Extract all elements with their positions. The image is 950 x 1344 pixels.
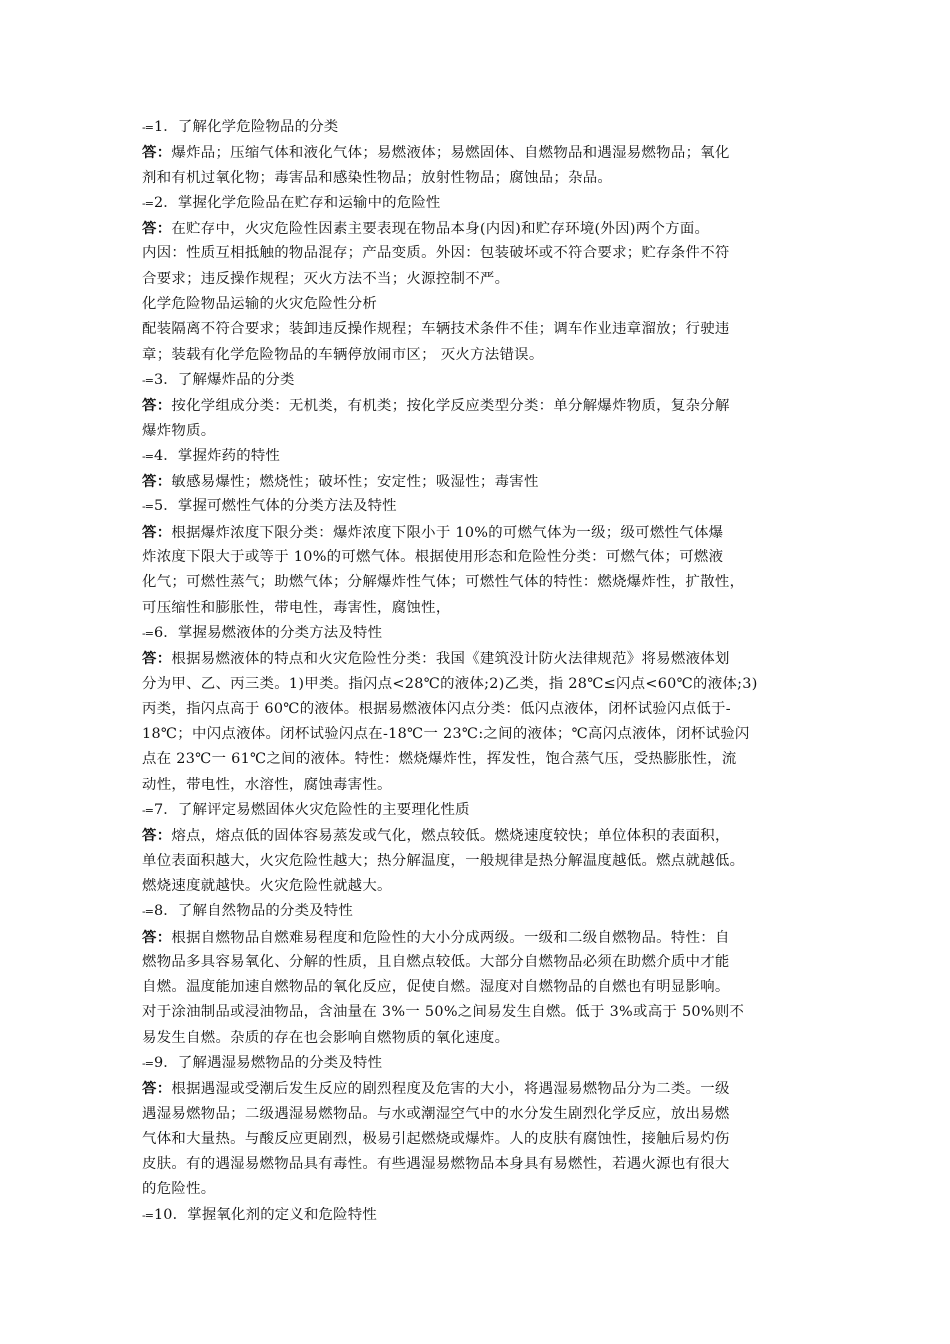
list-marker: -= bbox=[142, 196, 153, 210]
answer-label: 答： bbox=[142, 1080, 172, 1098]
paragraph-line: 遇湿易燃物品；二级遇湿易燃物品。与水或潮湿空气中的水分发生剧烈化学反应，放出易燃 bbox=[142, 1105, 730, 1122]
question-text: 7．了解评定易燃固体火灾危险性的主要理化性质 bbox=[153, 802, 470, 819]
paragraph-line: 点在 23℃一 61℃之间的液体。特性：燃烧爆炸性，挥发性，饱合蒸气压，受热膨胀性，流 bbox=[142, 751, 737, 768]
answer-text: 爆炸品；压缩气体和液化气体；易燃液体；易燃固体、自燃物品和遇湿易燃物品；氧化 bbox=[171, 145, 730, 162]
answer-text: 按化学组成分类：无机类，有机类；按化学反应类型分类：单分解爆炸物质，复杂分解 bbox=[171, 398, 730, 415]
answer-label: 答： bbox=[142, 928, 172, 946]
list-marker: -= bbox=[142, 121, 153, 134]
paragraph-line: 爆炸物质。 bbox=[142, 422, 216, 439]
paragraph-line: 气体和大量热。与酸反应更剧烈，极易引起燃烧或爆炸。人的皮肤有腐蚀性，接触后易灼伤 bbox=[142, 1130, 730, 1147]
paragraph-line: 炸浓度下限大于或等于 10%的可燃气体。根据使用形态和危险性分类：可燃气体；可燃液 bbox=[142, 549, 724, 566]
answer-label: 答： bbox=[142, 650, 172, 668]
answer-label: 答： bbox=[142, 397, 172, 415]
question-text: 8．了解自然物品的分类及特性 bbox=[153, 903, 353, 920]
answer-line bbox=[142, 925, 818, 950]
question-text: 4．掌握炸药的特性 bbox=[153, 447, 281, 464]
paragraph-line: 动性，带电性，水溶性，腐蚀毒害性。 bbox=[142, 776, 392, 793]
answer-label: 答： bbox=[142, 523, 172, 541]
answer-text: 根据易燃液体的特点和火灾危险性分类：我国《建筑没计防火法律规范》将易燃液体划 bbox=[171, 651, 730, 668]
question-heading bbox=[142, 368, 818, 393]
answer-text: 在贮存中，火灾危险性因素主要表现在物品本身(内因)和贮存环境(外因)两个方面。 bbox=[171, 221, 710, 238]
answer-text: 根据爆炸浓度下限分类：爆炸浓度下限小于 10%的可燃气体为一级；级可燃性气体爆 bbox=[171, 524, 724, 541]
question-heading bbox=[142, 1051, 818, 1076]
paragraph-line: 合要求；违反操作规程；灭火方法不当；火源控制不严。 bbox=[142, 270, 510, 287]
question-heading bbox=[142, 494, 818, 519]
answer-label: 答： bbox=[142, 827, 172, 845]
list-marker: -= bbox=[142, 905, 153, 919]
paragraph-line: 18℃；中闪点液体。闭杯试验闪点在-18℃一 23℃:之间的液体；℃高闪点液体，闭杯试验闪 bbox=[142, 726, 750, 743]
answer-line bbox=[142, 469, 818, 494]
question-heading bbox=[142, 1203, 818, 1228]
question-text: 10．掌握氧化剂的定义和危险特性 bbox=[153, 1206, 377, 1223]
paragraph-line: 剂和有机过氧化物；毒害品和感染性物品；放射性物品；腐蚀品；杂品。 bbox=[142, 169, 613, 186]
list-marker: -= bbox=[142, 449, 153, 463]
answer-text: 敏感易爆性；燃烧性；破坏性；安定性；吸湿性；毒害性 bbox=[171, 474, 539, 491]
answer-line bbox=[142, 823, 818, 848]
answer-text: 根据遇湿或受潮后发生反应的剧烈程度及危害的大小，将遇湿易燃物品分为二类。一级 bbox=[171, 1081, 730, 1098]
paragraph-line: 可压缩性和膨胀性，带电性，毒害性，腐蚀性， bbox=[142, 599, 451, 616]
answer-line bbox=[142, 393, 818, 418]
paragraph-line: 丙类，指闪点高于 60℃的液体。根据易燃液体闪点分类：低闪点液体，闭杯试验闪点低于- bbox=[142, 700, 731, 717]
question-heading bbox=[142, 191, 818, 216]
paragraph-line: 的危险性。 bbox=[142, 1181, 216, 1198]
list-marker: -= bbox=[142, 1208, 153, 1222]
answer-line bbox=[142, 1076, 818, 1101]
answer-line bbox=[142, 216, 818, 241]
question-heading bbox=[142, 621, 818, 646]
question-text: 1．了解化学危险物品的分类 bbox=[153, 119, 339, 135]
paragraph-line: 自燃。温度能加速自燃物品的氧化反应，促使自燃。湿度对自燃物品的自燃也有明显影响。 bbox=[142, 979, 730, 996]
list-marker: -= bbox=[142, 626, 153, 640]
question-text: 9．了解遇湿易燃物品的分类及特性 bbox=[153, 1054, 383, 1071]
paragraph-line: 章；装载有化学危险物品的车辆停放闹市区； 灭火方法错误。 bbox=[142, 346, 544, 363]
paragraph-line: 内因：性质互相抵触的物品混存；产品变质。外因：包装破坏或不符合要求；贮存条件不符 bbox=[142, 245, 730, 262]
question-heading bbox=[142, 899, 818, 924]
paragraph-line: 单位表面积越大，火灾危险性越大；热分解温度，一般规律是热分解温度越低。燃点就越低。 bbox=[142, 852, 745, 869]
paragraph-line: 对于涂油制品或浸油物品，含油量在 3%一 50%之间易发生自燃。低于 3%或高于 50%则不 bbox=[142, 1004, 745, 1021]
answer-text: 熔点，熔点低的固体容易蒸发或气化，燃点较低。燃烧速度较快；单位体积的表面积， bbox=[171, 828, 730, 845]
answer-line bbox=[142, 646, 818, 671]
paragraph-line: 配装隔离不符合要求；装卸违反操作规程；车辆技术条件不佳；调车作业违章溜放；行驶违 bbox=[142, 321, 730, 338]
paragraph-line: 燃烧速度就越快。火灾危险性就越大。 bbox=[142, 877, 392, 894]
document-body bbox=[142, 115, 818, 1228]
question-text: 6．掌握易燃液体的分类方法及特性 bbox=[153, 624, 383, 641]
answer-label: 答： bbox=[142, 220, 172, 238]
question-text: 5．掌握可燃性气体的分类方法及特性 bbox=[153, 498, 397, 515]
answer-label: 答： bbox=[142, 144, 172, 162]
paragraph-line: 化学危险物品运输的火灾危险性分析 bbox=[142, 296, 378, 313]
question-heading bbox=[142, 798, 818, 823]
question-heading bbox=[142, 444, 818, 469]
paragraph-line: 易发生自燃。杂质的存在也会影响自燃物质的氧化速度。 bbox=[142, 1029, 510, 1046]
list-marker: -= bbox=[142, 804, 153, 818]
list-marker: -= bbox=[142, 373, 153, 387]
paragraph-line: 皮肤。有的遇湿易燃物品具有毒性。有些遇湿易燃物品本身具有易燃性，若遇火源也有很大 bbox=[142, 1156, 730, 1173]
question-text: 3．了解爆炸品的分类 bbox=[153, 371, 295, 388]
list-marker: -= bbox=[142, 500, 153, 514]
paragraph-line: 化气；可燃性蒸气；助燃气体；分解爆炸性气体；可燃性气体的特性：燃烧爆炸性，扩散性， bbox=[142, 574, 745, 591]
list-marker: -= bbox=[142, 1056, 153, 1070]
answer-line bbox=[142, 140, 818, 165]
answer-line bbox=[142, 520, 818, 545]
question-text: 2．掌握化学危险品在贮存和运输中的危险性 bbox=[153, 194, 441, 211]
paragraph-line: 燃物品多具容易氧化、分解的性质，且自燃点较低。大部分自燃物品必须在助燃介质中才能 bbox=[142, 953, 730, 970]
answer-text: 根据自燃物品自燃难易程度和危险性的大小分成两级。一级和二级自燃物品。特性：自 bbox=[171, 929, 730, 946]
answer-label: 答： bbox=[142, 473, 172, 491]
question-heading bbox=[142, 115, 818, 140]
paragraph-line: 分为甲、乙、丙三类。1)甲类。指闪点<28℃的液体;2)乙类，指 28℃≤闪点<60℃的液体;3) bbox=[142, 675, 758, 692]
